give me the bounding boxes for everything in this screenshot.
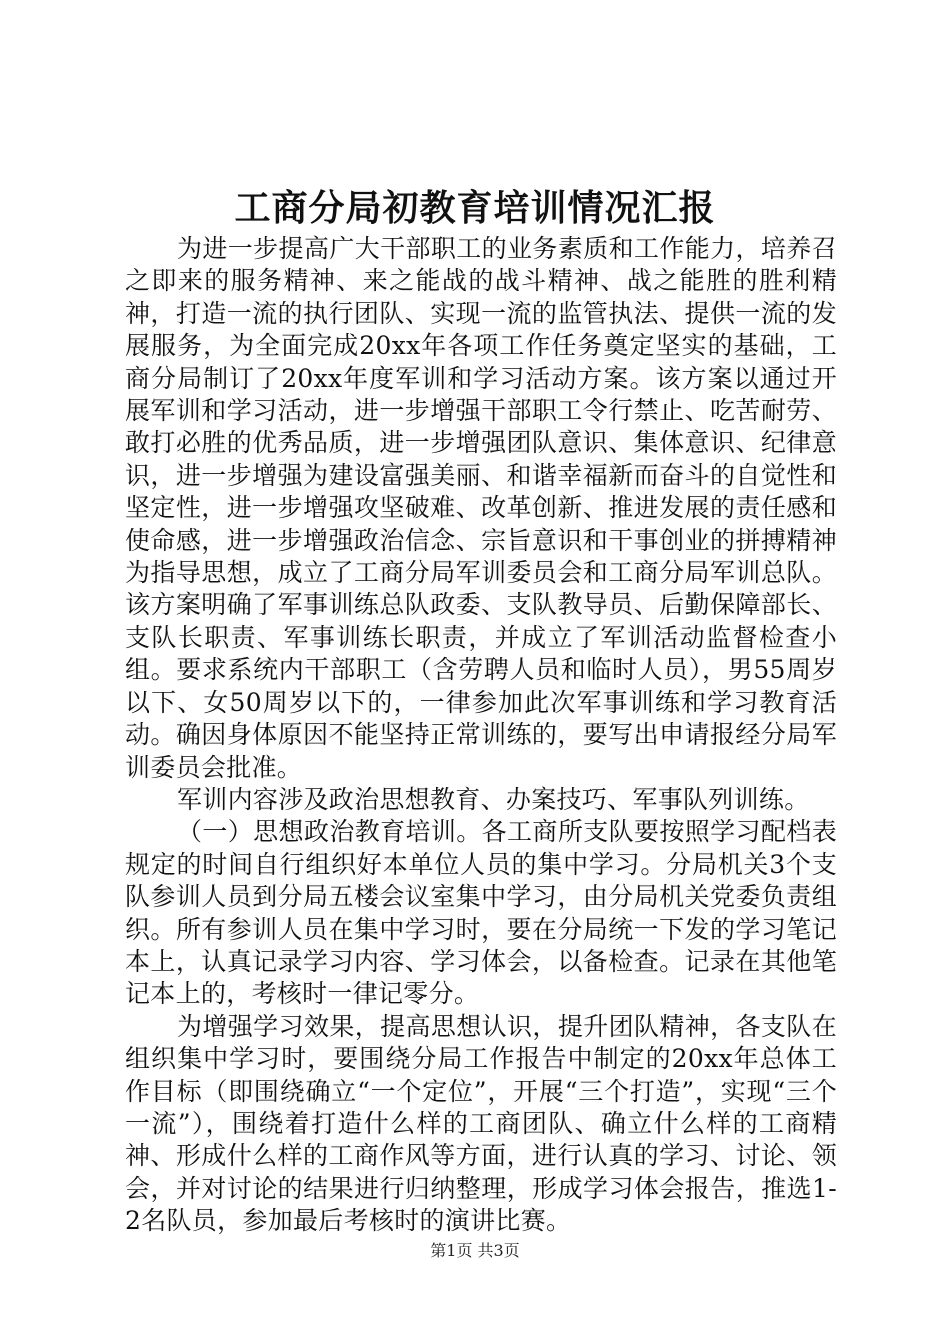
paragraph-political-education: （一）思想政治教育培训。各工商所支队要按照学习配档表规定的时间自行组织好本单位人员的集中学习。分局机关3个支队参训人员到分局五楼会议室集中学习，由分局机关党委负责组织。所有参训人员在集中学习时，要在分局统一下发的学习笔记本上，认真记录学习内容、学习体会，以备检查。记录在其他笔记本上的，考核时一律记零分。 [125,817,837,1009]
paragraph-intro: 为进一步提高广大干部职工的业务素质和工作能力，培养召之即来的服务精神、来之能战的战斗精神、战之能胜的胜利精神，打造一流的执行团队、实现一流的监管执法、提供一流的发展服务，为全面完成20xx年各项工作任务奠定坚实的基础，工商分局制订了20xx年度军训和学习活动方案。该方案以通过开展军训和学习活动，进一步增强干部职工令行禁止、吃苦耐劳、敢打必胜的优秀品质，进一步增强团队意识、集体意识、纪律意识，进一步增强为建设富强美丽、和谐幸福新而奋斗的自觉性和坚定性，进一步增强攻坚破难、改革创新、推进发展的责任感和使命感，进一步增强政治信念、宗旨意识和干事创业的拼搏精神为指导思想，成立了工商分局军训委员会和工商分局军训总队。该方案明确了军事训练总队政委、支队教导员、后勤保障部长、支队长职责、军事训练长职责，并成立了军训活动监督检查小组。要求系统内干部职工（含劳聘人员和临时人员），男55周岁以下、女50周岁以下的，一律参加此次军事训练和学习教育活动。确因身体原因不能坚持正常训练的，要写出申请报经分局军训委员会批准。 [125,234,837,782]
paragraph-learning-effect: 为增强学习效果，提高思想认识，提升团队精神，各支队在组织集中学习时，要围绕分局工作报告中制定的20xx年总体工作目标（即围绕确立“一个定位”，开展“三个打造”，实现“三个一流”），围绕着打造什么样的工商团队、确立什么样的工商精神、形成什么样的工商作风等方面，进行认真的学习、讨论、领会，并对讨论的结果进行归纳整理，形成学习体会报告，推选1-2名队员，参加最后考核时的演讲比赛。 [125,1011,837,1236]
document-body [125,233,837,1238]
paragraph-training-content: 军训内容涉及政治思想教育、办案技巧、军事队列训练。 [177,784,810,814]
page-footer: 第1页 共3页 [430,1241,520,1260]
document-title: 工商分局初教育培训情况汇报 [234,187,716,229]
